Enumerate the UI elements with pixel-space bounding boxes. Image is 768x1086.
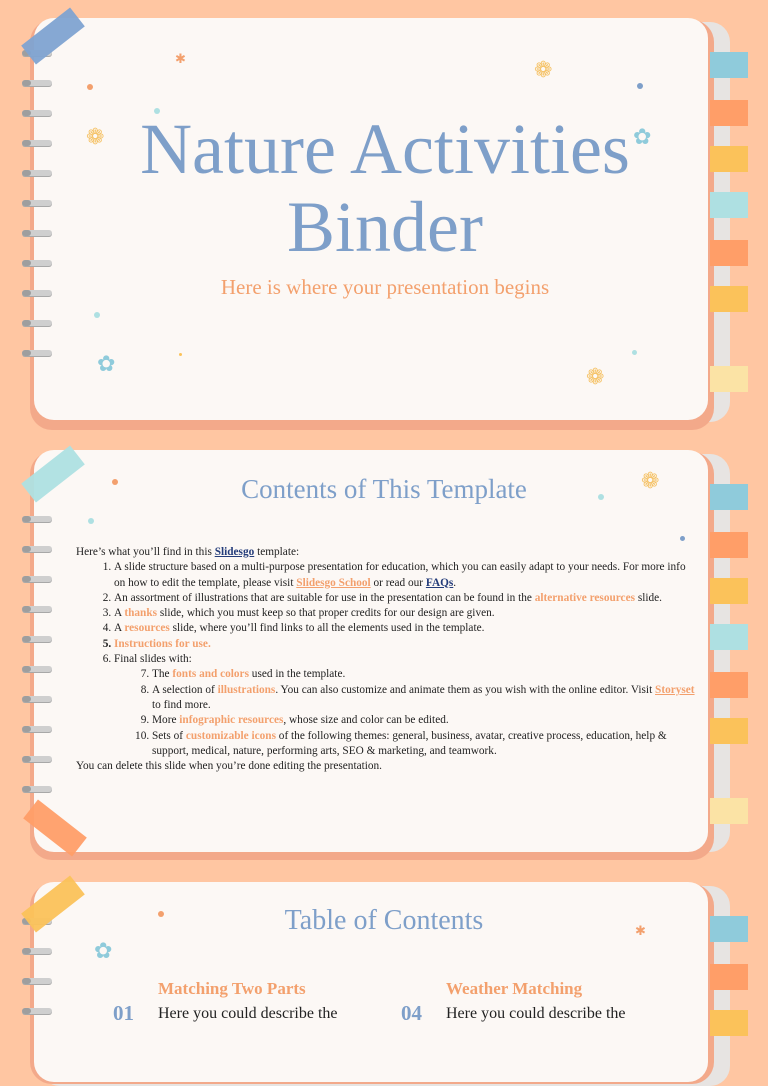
confetti-dot (179, 353, 182, 356)
flower-icon: ✿ (94, 938, 113, 963)
ring-binding-icon (22, 50, 56, 370)
sparkle-icon: ✱ (635, 923, 646, 938)
divider-tab-icon (710, 624, 748, 650)
flower-icon: ✿ (97, 351, 116, 376)
list-item: 1. A slide structure based on a multi-purpose presentation for education, which you can easily adapt to your needs. For more info on how to edit the template, please visit Slidesgo School or read our FAQs. (114, 560, 696, 591)
divider-tab-icon (710, 1010, 748, 1036)
slide-table-of-contents (0, 864, 768, 1024)
footer-note: You can delete this slide when you’re done editing the presentation. (76, 760, 382, 773)
list-item: 4. A resources slide, where you’ll find links to all the elements used in the template. (114, 621, 696, 636)
presentation-title: Nature Activities Binder (140, 109, 630, 267)
toc-heading: Matching Two Parts (158, 979, 306, 998)
sparkle-icon: ✱ (175, 51, 186, 66)
divider-tab-icon (710, 798, 748, 824)
contents-list (76, 560, 696, 759)
divider-tab-icon (710, 532, 748, 558)
divider-tab-icon (710, 672, 748, 698)
slide-contents (0, 432, 768, 862)
divider-tab-icon (710, 286, 748, 312)
list-item: 10. Sets of customizable icons of the following themes: general, business, avatar, creative process, education, help & support, medical, nature, performing arts, SEO & marketing, and teamwork. (152, 729, 696, 760)
storyset-link[interactable]: Storyset (655, 683, 695, 696)
toc-description: Here you could describe the (158, 1005, 338, 1022)
slide-title (0, 0, 768, 430)
confetti-dot (632, 350, 637, 355)
flower-icon: ❁ (586, 364, 605, 389)
toc-description: Here you could describe the (446, 1005, 626, 1022)
flower-icon: ❁ (641, 468, 660, 493)
divider-tab-icon (710, 578, 748, 604)
list-item: 6. Final slides with: 7. The fonts and colors used in the template. 8. A selection of illustrations. You can also customize and animate them as you wish with the online editor. Visit Storyset to find more. 9. More infographic resources, whose size and color can be edited. 10. Sets of customizable icons of the following themes: general, business, avatar, creative process, education, help & support, medical, nature, performing arts, SEO & marketing, and teamwork. (114, 652, 696, 759)
list-item: 5. Instructions for use. (114, 637, 696, 652)
flower-icon: ❁ (534, 57, 553, 82)
divider-tab-icon (710, 240, 748, 266)
list-item: 8. A selection of illustrations. You can also customize and animate them as you wish with the online editor. Visit Storyset to find more. (152, 683, 696, 714)
toc-heading: Weather Matching (446, 979, 583, 998)
list-item: 3. A thanks slide, which you must keep so that proper credits for our design are given. (114, 606, 696, 621)
slidesgo-school-link[interactable]: Slidesgo School (296, 576, 371, 589)
intro-line: Here’s what you’ll find in this Slidesgo template: (76, 546, 300, 558)
confetti-dot (88, 518, 94, 524)
flower-icon: ❁ (86, 124, 105, 149)
confetti-dot (94, 312, 100, 318)
divider-tab-icon (710, 52, 748, 78)
faqs-link[interactable]: FAQs (425, 576, 454, 589)
confetti-dot (87, 84, 93, 90)
confetti-dot (680, 536, 685, 541)
list-item: 9. More infographic resources, whose size and color can be edited. (152, 713, 696, 728)
toc-number: 01 (113, 1001, 134, 1025)
toc-number: 04 (401, 1001, 422, 1025)
presentation-subtitle: Here is where your presentation begins (220, 275, 550, 299)
divider-tab-icon (710, 100, 748, 126)
flower-icon: ✿ (633, 124, 652, 149)
contents-body (76, 545, 696, 774)
list-item: 2. An assortment of illustrations that are suitable for use in the presentation can be found in the alternative resources slide. (114, 591, 696, 606)
divider-tab-icon (710, 192, 748, 218)
ring-binding-icon (22, 516, 56, 806)
sub-list (114, 667, 696, 759)
list-item: 7. The fonts and colors used in the template. (152, 667, 696, 682)
divider-tab-icon (710, 146, 748, 172)
slidesgo-link[interactable]: Slidesgo (214, 546, 255, 558)
divider-tab-icon (710, 718, 748, 744)
divider-tab-icon (710, 964, 748, 990)
divider-tab-icon (710, 366, 748, 392)
slide-title: Table of Contents (284, 905, 484, 936)
confetti-dot (637, 83, 643, 89)
slide-title: Contents of This Template (241, 474, 527, 504)
